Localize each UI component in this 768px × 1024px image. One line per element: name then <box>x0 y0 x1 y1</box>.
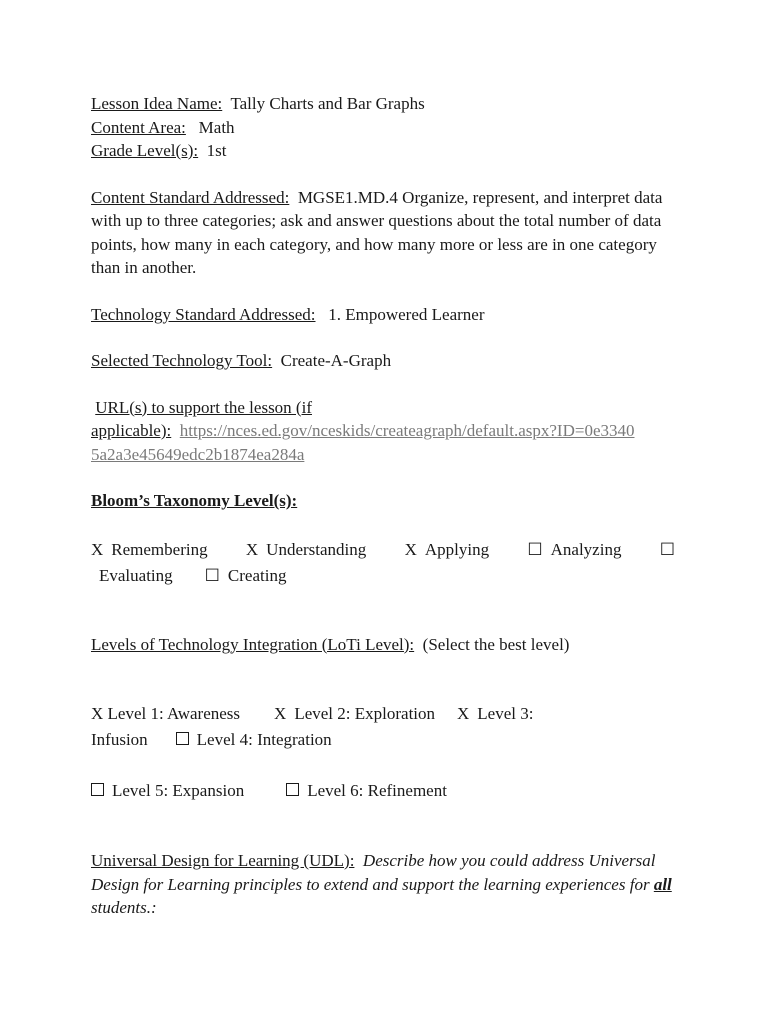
blooms-remembering[interactable]: X Remembering <box>91 537 208 563</box>
loti-level-4[interactable]: Level 4: Integration <box>176 727 332 753</box>
lesson-name-label: Lesson Idea Name: <box>91 94 223 113</box>
loti-heading <box>91 633 681 657</box>
content-area-value: Math <box>198 117 235 137</box>
blooms-understanding[interactable]: X Understanding <box>246 537 366 563</box>
blooms-options <box>91 537 681 589</box>
checked-mark: X <box>91 704 104 723</box>
lesson-plan-document <box>91 92 681 920</box>
checkbox-icon <box>176 732 189 745</box>
lesson-name-line <box>91 92 681 116</box>
checkbox-icon: ☐ <box>204 565 220 585</box>
loti-level-3[interactable]: X Level 3: <box>457 701 533 727</box>
technology-tool-value: Create-A-Graph <box>280 351 392 370</box>
technology-standard-label: Technology Standard Addressed: <box>91 304 316 324</box>
loti-level-2[interactable]: X Level 2: Exploration <box>274 701 435 727</box>
udl-text: Describe how you could address Universal Design for Learning principles to extend and support the learning experiences for <box>91 851 656 894</box>
loti-options-row-2 <box>91 778 681 804</box>
checkbox-icon: ☐ <box>527 539 543 559</box>
checkbox-icon: ☐ <box>659 539 675 559</box>
checked-mark: X <box>404 539 417 559</box>
loti-level-5[interactable]: Level 5: Expansion <box>91 778 244 804</box>
loti-level-1[interactable]: X Level 1: Awareness <box>91 704 241 723</box>
loti-level-6[interactable]: Level 6: Refinement <box>286 778 447 804</box>
blooms-evaluating-label: Evaluating <box>99 565 173 585</box>
url-label-line1: URL(s) to support the lesson (if <box>95 397 312 417</box>
url-link-part1[interactable]: https://nces.ed.gov/nceskids/createagraph/default.aspx?ID=0e3340 <box>179 421 635 440</box>
url-section <box>91 396 681 467</box>
grade-level-label: Grade Level(s): <box>91 141 199 160</box>
blooms-analyzing[interactable]: ☐ Analyzing <box>527 537 621 563</box>
checkbox-icon <box>91 783 104 796</box>
checked-mark: X <box>274 704 287 723</box>
blooms-creating[interactable]: ☐ Creating <box>205 563 287 589</box>
technology-tool-label: Selected Technology Tool: <box>91 351 273 370</box>
url-link-part2[interactable]: 5a2a3e45649edc2b1874ea284a <box>91 444 305 464</box>
content-standard <box>91 186 681 280</box>
udl-emphasis: all <box>653 874 672 894</box>
loti-options <box>91 701 681 753</box>
grade-level-line <box>91 139 681 163</box>
loti-level-3-continued: Infusion <box>91 730 148 749</box>
checked-mark: X <box>91 539 104 559</box>
content-standard-label: Content Standard Addressed: <box>91 187 290 207</box>
content-area-label: Content Area: <box>91 117 186 137</box>
grade-level-value: 1st <box>206 141 227 160</box>
technology-standard-value: 1. Empowered Learner <box>328 304 485 324</box>
content-area-line <box>91 116 681 140</box>
technology-tool <box>91 349 681 373</box>
checked-mark: X <box>457 704 470 723</box>
technology-standard <box>91 303 681 327</box>
content-standard-value: MGSE1.MD.4 Organize, represent, and interpret data with up to three categories; ask and answer questions about the total number of data points, how many in each category, and how many more or less are in one category than in another. <box>91 187 663 277</box>
blooms-heading: Bloom’s Taxonomy Level(s): <box>91 491 298 510</box>
udl-text-end: students.: <box>91 898 157 917</box>
lesson-name-value: Tally Charts and Bar Graphs <box>230 94 425 113</box>
udl-section <box>91 849 681 920</box>
url-label-line2: applicable): <box>91 421 172 440</box>
checked-mark: X <box>245 539 259 559</box>
loti-hint: (Select the best level) <box>422 634 570 654</box>
checkbox-icon <box>286 783 299 796</box>
blooms-evaluating-checkbox[interactable] <box>660 537 675 563</box>
udl-label: Universal Design for Learning (UDL): <box>91 851 355 870</box>
loti-label: Levels of Technology Integration (LoTi Level): <box>91 634 415 654</box>
blooms-applying[interactable]: X Applying <box>405 537 490 563</box>
